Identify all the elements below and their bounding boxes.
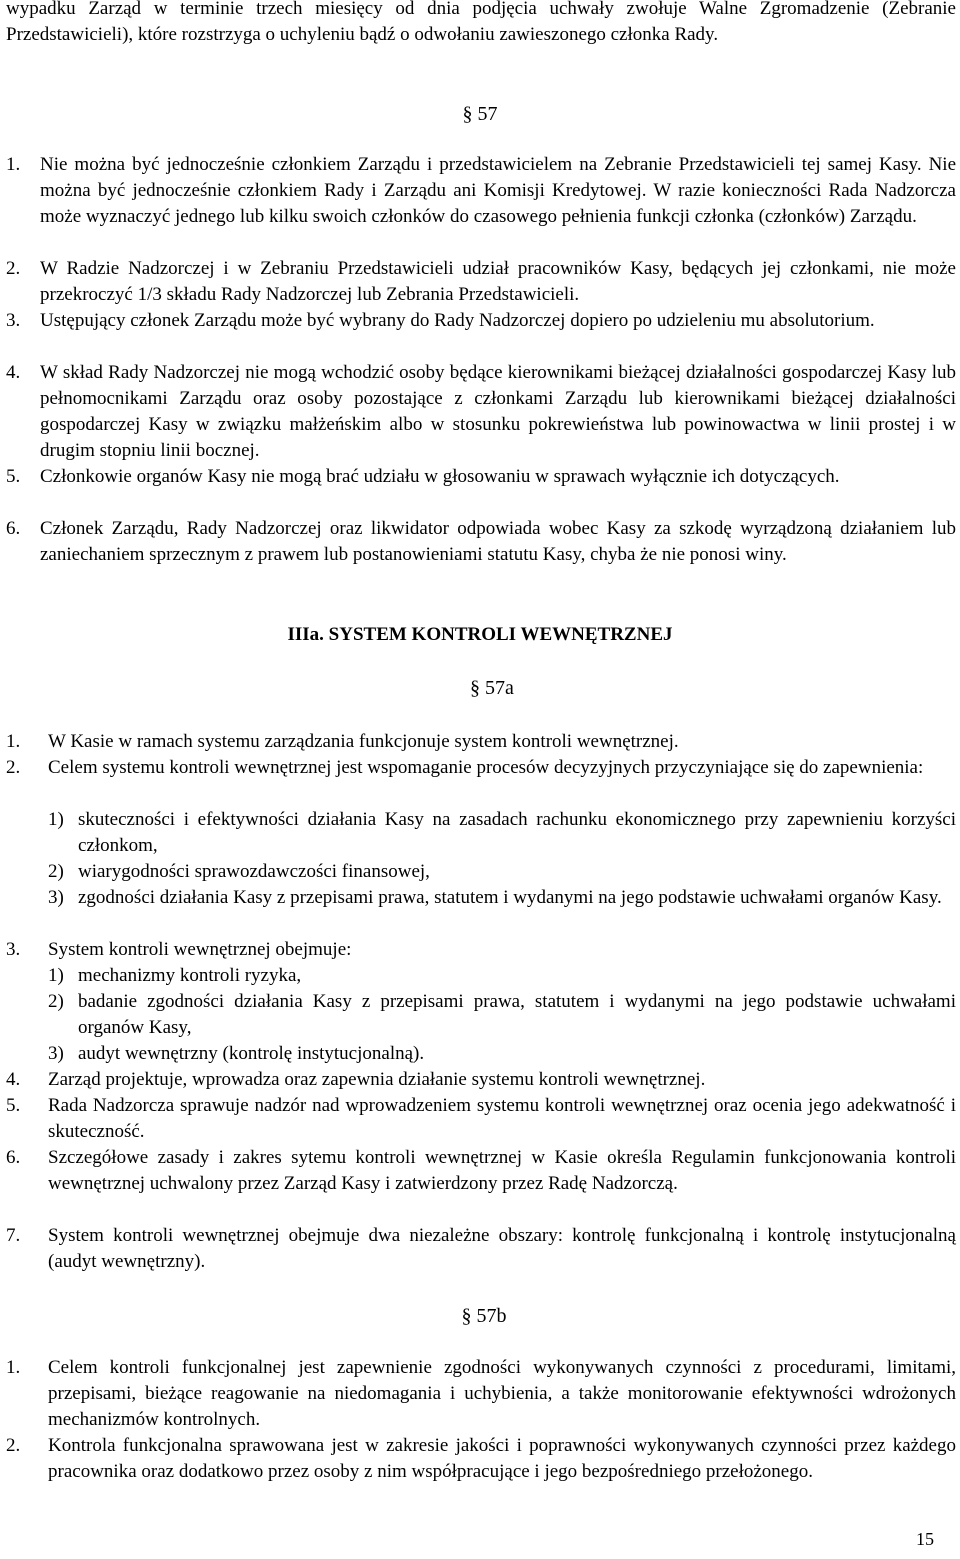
subitem-text: skuteczności i efektywności działania Kasy na zasadach rachunku ekonomicznego przy zapewnieniu korzyści członkom, — [78, 809, 956, 856]
subitem-number: 1) — [48, 809, 64, 830]
item-text: System kontroli wewnętrznej obejmuje: — [48, 939, 352, 960]
item-number: 4. — [6, 362, 21, 383]
sec57a-item-6 — [6, 1145, 956, 1197]
sec57-item-2 — [6, 256, 956, 308]
sec57-item-4 — [6, 360, 956, 464]
sec57-item-5 — [6, 464, 956, 490]
subitem-text: zgodności działania Kasy z przepisami prawa, statutem i wydanymi na jego podstawie uchwałami organów Kasy. — [78, 887, 942, 908]
item-text: Szczegółowe zasady i zakres sytemu kontroli wewnętrznej w Kasie określa Regulamin funkcjonowania kontroli wewnętrznej uchwalony przez Zarząd Kasy i zatwierdzony przez Radę Nadzorczą. — [48, 1147, 956, 1194]
item-text: Kontrola funkcjonalna sprawowana jest w zakresie jakości i poprawności wykonywanych czynności przez każdego pracownika oraz dodatkowo przez osoby z nim współpracujące i jego bezpośredniego przełożonego. — [48, 1435, 956, 1482]
chapter-heading: IIIa. SYSTEM KONTROLI WEWNĘTRZNEJ — [287, 624, 673, 645]
item-text: Ustępujący członek Zarządu może być wybrany do Rady Nadzorczej dopiero po udzieleniu mu absolutorium. — [40, 310, 875, 331]
item-text: W Radzie Nadzorczej i w Zebraniu Przedstawicieli udział pracowników Kasy, będących jej członkami, nie może przekroczyć 1/3 składu Rady Nadzorczej lub Zebrania Przedstawicieli. — [40, 258, 956, 305]
sec57b-item-2 — [6, 1433, 956, 1485]
item-text: Nie można być jednocześnie członkiem Zarządu i przedstawicielem na Zebranie Przedstawicieli tej samej Kasy. Nie można być jednocześnie członkiem Rady i Zarządu ani Komisji Kredytowej. W razie konieczności Rada Nadzorcza może wyznaczyć jednego lub kilku swoich członków do czasowego pełnienia funkcji członka (członków) Zarządu. — [40, 154, 956, 227]
section-57b-title: § 57b — [461, 1305, 507, 1327]
sec57-item-3 — [6, 308, 956, 334]
item-text: W Kasie w ramach systemu zarządzania funkcjonuje system kontroli wewnętrznej. — [48, 731, 679, 752]
item-number: 6. — [6, 518, 21, 539]
sec57-item-6 — [6, 516, 956, 568]
section-57a-title: § 57a — [470, 677, 514, 699]
item-text: Rada Nadzorcza sprawuje nadzór nad wprowadzeniem systemu kontroli wewnętrznej oraz ocenia jego adekwatność i skuteczność. — [48, 1095, 956, 1142]
item-number: 7. — [6, 1225, 21, 1246]
item-text: W skład Rady Nadzorczej nie mogą wchodzić osoby będące kierownikami bieżącej działalności gospodarczej Kasy lub pełnomocnikami Zarządu oraz osoby pozostające z członkami Zarządu lub kierownikami bieżącej działalności gospodarczej Kasy w związku małżeńskim albo w stosunku pokrewieństwa lub powinowactwa w linii prostej i w drugim stopniu linii bocznej. — [40, 362, 956, 461]
subitem-text: audyt wewnętrzny (kontrolę instytucjonalną). — [78, 1043, 425, 1064]
item-text: Celem systemu kontroli wewnętrznej jest wspomaganie procesów decyzyjnych przyczyniające się do zapewnienia: — [48, 757, 924, 778]
sec57a-item-2-sub-3 — [48, 885, 956, 911]
sec57a-item-2-sub-2 — [48, 859, 956, 885]
item-number: 4. — [6, 1069, 21, 1090]
item-text: Celem kontroli funkcjonalnej jest zapewnienie zgodności wykonywanych czynności z procedurami, limitami, przepisami, bieżące reagowanie na niedomagania i uchybienia, a także monitorowanie efektywności wdrożonych mechanizmów kontrolnych. — [48, 1357, 956, 1430]
item-number: 3. — [6, 939, 21, 960]
subitem-number: 3) — [48, 887, 64, 908]
subitem-number: 2) — [48, 991, 64, 1012]
sec57a-item-2 — [6, 755, 956, 781]
item-number: 3. — [6, 310, 21, 331]
sec57a-item-3-sub-1 — [48, 963, 956, 989]
intro-paragraph: wypadku Zarząd w terminie trzech miesięcy od dnia podjęcia uchwały zwołuje Walne Zgromadzenie (Zebranie Przedstawicieli), które rozstrzyga o uchyleniu bądź o odwołaniu zawieszonego członka Rady. — [6, 0, 956, 45]
item-number: 2. — [6, 258, 21, 279]
sec57-item-1 — [6, 152, 956, 230]
sec57a-item-1 — [6, 729, 956, 755]
item-text: Zarząd projektuje, wprowadza oraz zapewnia działanie systemu kontroli wewnętrznej. — [48, 1069, 706, 1090]
item-number: 1. — [6, 154, 21, 175]
subitem-number: 3) — [48, 1043, 64, 1064]
item-number: 2. — [6, 757, 21, 778]
sec57a-item-2-sub-1 — [48, 807, 956, 859]
item-text: Członek Zarządu, Rady Nadzorczej oraz likwidator odpowiada wobec Kasy za szkodę wyrządzoną działaniem lub zaniechaniem sprzecznym z prawem lub postanowieniami statutu Kasy, chyba że nie ponosi winy. — [40, 518, 956, 565]
section-57-title: § 57 — [462, 103, 498, 125]
sec57a-item-4 — [6, 1067, 956, 1093]
sec57a-item-3 — [6, 937, 956, 963]
item-number: 1. — [6, 1357, 21, 1378]
sec57a-item-3-sub-3 — [48, 1041, 956, 1067]
subitem-text: mechanizmy kontroli ryzyka, — [78, 965, 302, 986]
item-text: Członkowie organów Kasy nie mogą brać udziału w głosowaniu w sprawach wyłącznie ich dotyczących. — [40, 466, 840, 487]
item-text: System kontroli wewnętrznej obejmuje dwa niezależne obszary: kontrolę funkcjonalną i kontrolę instytucjonalną (audyt wewnętrzny). — [48, 1225, 956, 1272]
item-number: 2. — [6, 1435, 21, 1456]
item-number: 5. — [6, 466, 21, 487]
sec57a-item-7 — [6, 1223, 956, 1275]
sec57b-item-1 — [6, 1355, 956, 1433]
subitem-number: 2) — [48, 861, 64, 882]
subitem-text: wiarygodności sprawozdawczości finansowej, — [78, 861, 430, 882]
subitem-text: badanie zgodności działania Kasy z przepisami prawa, statutem i wydanymi na jego podstawie uchwałami organów Kasy, — [78, 991, 956, 1038]
page-number: 15 — [916, 1529, 934, 1549]
subitem-number: 1) — [48, 965, 64, 986]
item-number: 6. — [6, 1147, 21, 1168]
sec57a-item-3-sub-2 — [48, 989, 956, 1041]
sec57a-item-5 — [6, 1093, 956, 1145]
item-number: 5. — [6, 1095, 21, 1116]
item-number: 1. — [6, 731, 21, 752]
